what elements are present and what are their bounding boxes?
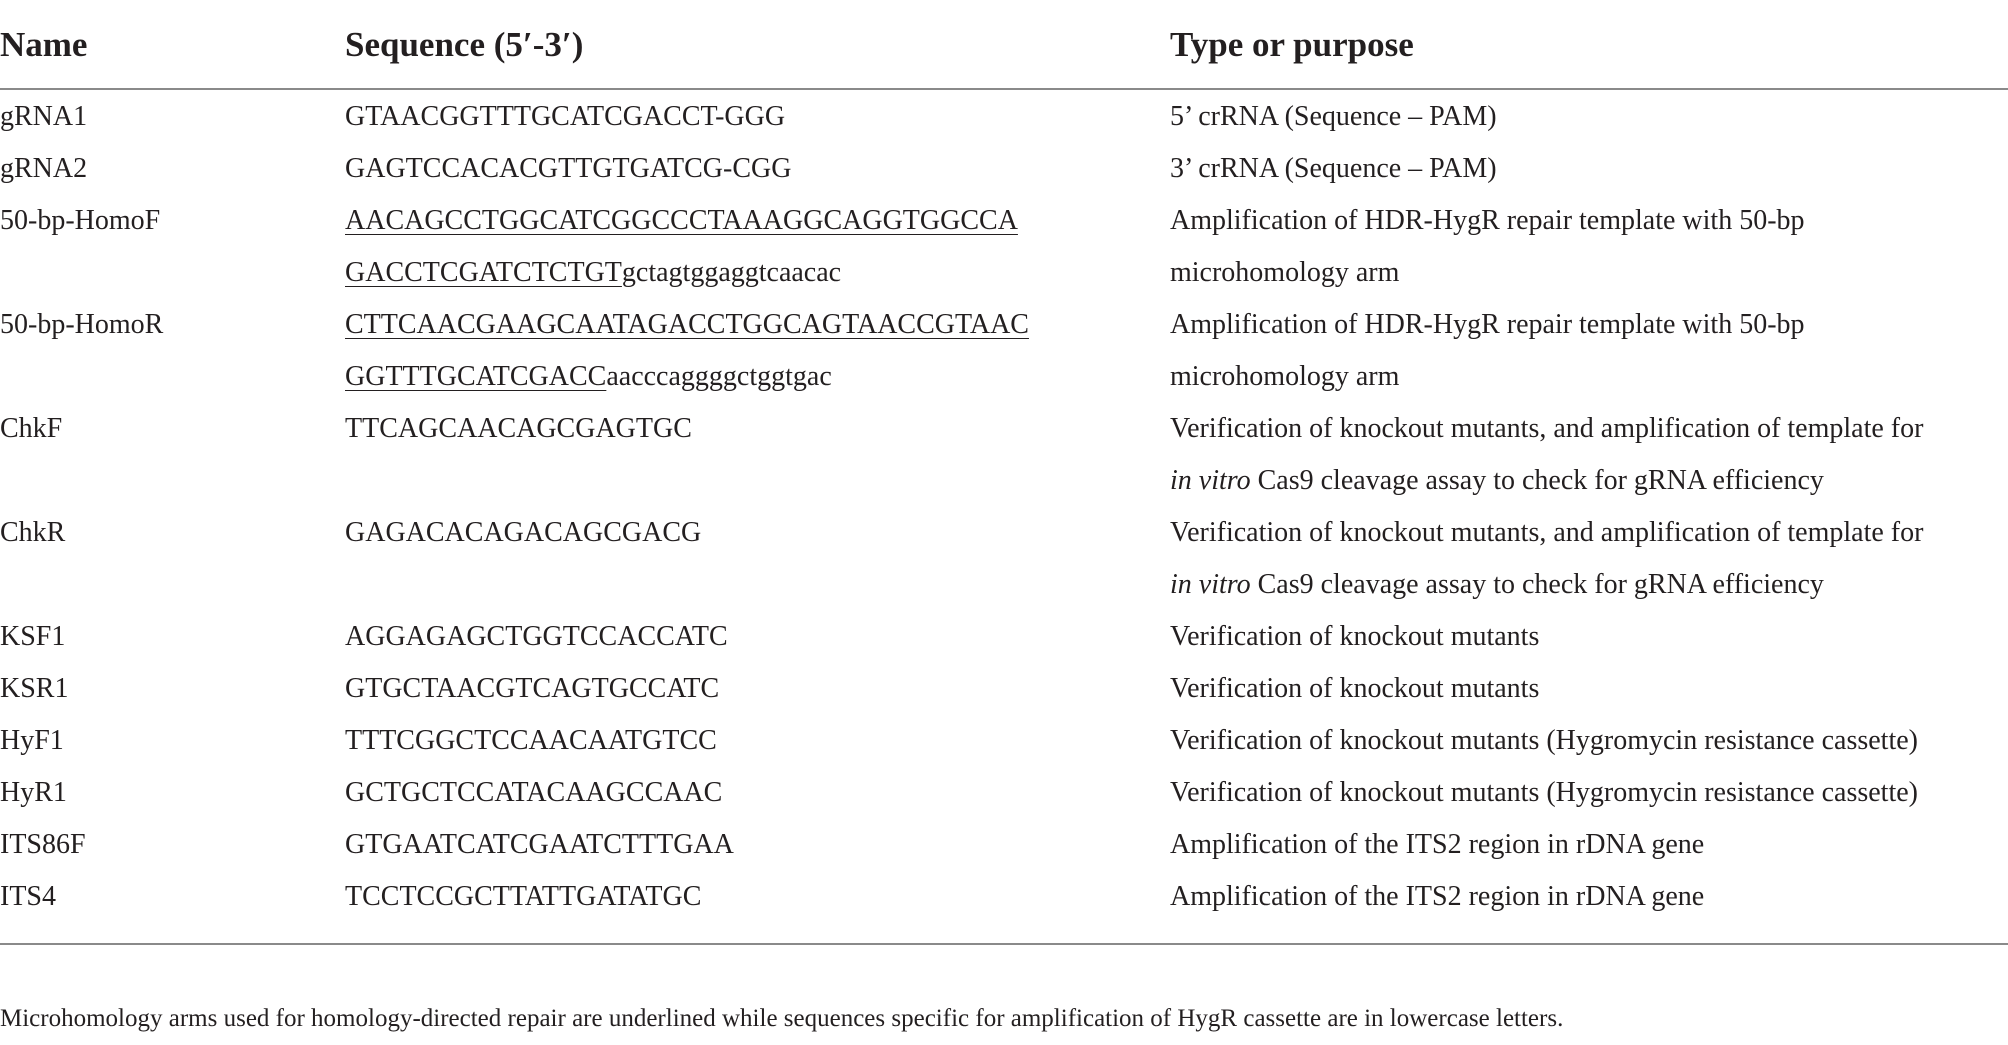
purpose-line-2 — [1170, 455, 2008, 507]
header-row — [0, 0, 2008, 89]
primer-name-cell — [0, 663, 345, 715]
sequence-line-1 — [345, 819, 1170, 871]
sequence-line-1 — [345, 715, 1170, 767]
primer-name-cell — [0, 195, 345, 299]
sequence-line-1 — [345, 611, 1170, 663]
table-row — [0, 663, 2008, 715]
sequence-text: AGGAGAGCTGGTCCACCATC — [345, 621, 728, 652]
purpose-cell — [1170, 507, 2008, 611]
sequence-line-1 — [345, 507, 1170, 559]
sequence-underlined: GACCTCGATCTCTGT — [345, 257, 622, 288]
sequence-text: GCTGCTCCATACAAGCCAAC — [345, 777, 723, 808]
purpose-cell — [1170, 89, 2008, 143]
sequence-line-1 — [345, 299, 1170, 351]
purpose-line-1 — [1170, 299, 2008, 351]
purpose-cell — [1170, 767, 2008, 819]
table-bottom-rule — [0, 943, 2008, 945]
primer-name: gRNA2 — [0, 153, 88, 184]
sequence-cell — [345, 663, 1170, 715]
sequence-underlined: AACAGCCTGGCATCGGCCCTAAAGGCAGGTGGCCA — [345, 205, 1018, 236]
purpose-line-1 — [1170, 507, 2008, 559]
sequence-cell — [345, 871, 1170, 943]
sequence-cell — [345, 819, 1170, 871]
table-body — [0, 89, 2008, 943]
purpose-cell — [1170, 819, 2008, 871]
primer-name: gRNA1 — [0, 101, 88, 132]
purpose-text: microhomology arm — [1170, 361, 1400, 392]
purpose-cell — [1170, 715, 2008, 767]
sequence-cell — [345, 611, 1170, 663]
purpose-line-1 — [1170, 767, 2008, 819]
sequence-cell — [345, 195, 1170, 299]
purpose-line-2 — [1170, 559, 2008, 611]
purpose-line-1 — [1170, 819, 2008, 871]
purpose-text: Verification of knockout mutants, and amplification of template for — [1170, 413, 1924, 444]
primer-name: KSR1 — [0, 673, 69, 704]
purpose-text: Amplification of the ITS2 region in rDNA gene — [1170, 829, 1705, 860]
sequence-text: GAGACACAGACAGCGACG — [345, 517, 702, 548]
header-sequence: Sequence (5′-3′) — [345, 0, 1170, 89]
purpose-italic: in vitro — [1170, 569, 1251, 600]
sequence-text: TTCAGCAACAGCGAGTGC — [345, 413, 692, 444]
primer-name-cell — [0, 143, 345, 195]
primer-name: ChkR — [0, 517, 66, 548]
primer-name-cell — [0, 715, 345, 767]
sequence-line-2 — [345, 351, 1170, 403]
sequence-line-1 — [345, 91, 1170, 143]
purpose-line-2 — [1170, 351, 2008, 403]
primer-name: KSF1 — [0, 621, 66, 652]
purpose-text: microhomology arm — [1170, 257, 1400, 288]
table-row — [0, 299, 2008, 403]
sequence-text: TCCTCCGCTTATTGATATGC — [345, 881, 702, 912]
table-row — [0, 89, 2008, 143]
purpose-cell — [1170, 403, 2008, 507]
primer-name-cell — [0, 403, 345, 507]
purpose-text: Verification of knockout mutants (Hygromycin resistance cassette) — [1170, 725, 1918, 756]
sequence-line-1 — [345, 663, 1170, 715]
sequence-line-1 — [345, 403, 1170, 455]
sequence-lowercase: aacccaggggctggtgac — [606, 361, 832, 392]
table-footnote: Microhomology arms used for homology-directed repair are underlined while sequences specific for amplification of HygR cassette are in lowercase letters. — [0, 1005, 1564, 1032]
sequence-line-2 — [345, 247, 1170, 299]
primer-name-cell — [0, 299, 345, 403]
sequence-text: GAGTCCACACGTTGTGATCG-CGG — [345, 153, 792, 184]
sequence-line-1 — [345, 195, 1170, 247]
table-row — [0, 507, 2008, 611]
sequence-cell — [345, 403, 1170, 507]
sequence-underlined: GGTTTGCATCGACC — [345, 361, 607, 392]
table-row — [0, 767, 2008, 819]
primer-name-cell — [0, 767, 345, 819]
table-row — [0, 403, 2008, 507]
header-purpose: Type or purpose — [1170, 0, 2008, 89]
purpose-line-1 — [1170, 403, 2008, 455]
purpose-text: Verification of knockout mutants — [1170, 621, 1540, 652]
sequence-text: GTAACGGTTTGCATCGACCT-GGG — [345, 101, 786, 132]
purpose-cell — [1170, 871, 2008, 943]
primer-name: ChkF — [0, 413, 63, 444]
sequence-cell — [345, 507, 1170, 611]
purpose-text: Verification of knockout mutants, and amplification of template for — [1170, 517, 1924, 548]
primer-name: 50-bp-HomoR — [0, 309, 164, 340]
purpose-line-1 — [1170, 663, 2008, 715]
primer-name: HyF1 — [0, 725, 64, 756]
purpose-text: Amplification of HDR-HygR repair template with 50-bp — [1170, 309, 1805, 340]
purpose-text: Amplification of HDR-HygR repair template with 50-bp — [1170, 205, 1805, 236]
purpose-italic: in vitro — [1170, 465, 1251, 496]
primer-name-cell — [0, 871, 345, 943]
purpose-text: 5’ crRNA (Sequence – PAM) — [1170, 101, 1497, 132]
sequence-line-1 — [345, 767, 1170, 819]
sequence-lowercase: gctagtggaggtcaacac — [621, 257, 842, 288]
primer-name-cell — [0, 611, 345, 663]
purpose-line-1 — [1170, 143, 2008, 195]
purpose-line-1 — [1170, 91, 2008, 143]
purpose-line-1 — [1170, 195, 2008, 247]
table-row — [0, 871, 2008, 943]
purpose-line-1 — [1170, 715, 2008, 767]
purpose-cell — [1170, 663, 2008, 715]
sequence-text: GTGCTAACGTCAGTGCCATC — [345, 673, 720, 704]
primer-name: 50-bp-HomoF — [0, 205, 161, 236]
primer-name-cell — [0, 89, 345, 143]
table-row — [0, 819, 2008, 871]
sequence-cell — [345, 715, 1170, 767]
purpose-cell — [1170, 195, 2008, 299]
purpose-text: Verification of knockout mutants (Hygromycin resistance cassette) — [1170, 777, 1918, 808]
table-row — [0, 715, 2008, 767]
purpose-cell — [1170, 611, 2008, 663]
primer-name: HyR1 — [0, 777, 67, 808]
table-row — [0, 195, 2008, 299]
sequence-cell — [345, 89, 1170, 143]
purpose-text: Amplification of the ITS2 region in rDNA gene — [1170, 881, 1705, 912]
header-name: Name — [0, 0, 345, 89]
sequence-cell — [345, 767, 1170, 819]
sequence-line-1 — [345, 143, 1170, 195]
purpose-line-1 — [1170, 871, 2008, 923]
purpose-text: Cas9 cleavage assay to check for gRNA efficiency — [1250, 465, 1824, 496]
sequence-cell — [345, 143, 1170, 195]
purpose-text: 3’ crRNA (Sequence – PAM) — [1170, 153, 1497, 184]
purpose-cell — [1170, 299, 2008, 403]
purpose-cell — [1170, 143, 2008, 195]
purpose-text: Verification of knockout mutants — [1170, 673, 1540, 704]
sequence-text: TTTCGGCTCCAACAATGTCC — [345, 725, 717, 756]
table-header — [0, 0, 2008, 89]
purpose-line-2 — [1170, 247, 2008, 299]
primer-name: ITS86F — [0, 829, 86, 860]
table-row — [0, 611, 2008, 663]
table-row — [0, 143, 2008, 195]
primer-name-cell — [0, 507, 345, 611]
primer-name: ITS4 — [0, 881, 56, 912]
sequence-line-1 — [345, 871, 1170, 923]
sequence-text: GTGAATCATCGAATCTTTGAA — [345, 829, 734, 860]
sequence-underlined: CTTCAACGAAGCAATAGACCTGGCAGTAACCGTAAC — [345, 309, 1029, 340]
sequence-cell — [345, 299, 1170, 403]
primer-name-cell — [0, 819, 345, 871]
purpose-text: Cas9 cleavage assay to check for gRNA efficiency — [1250, 569, 1824, 600]
purpose-line-1 — [1170, 611, 2008, 663]
